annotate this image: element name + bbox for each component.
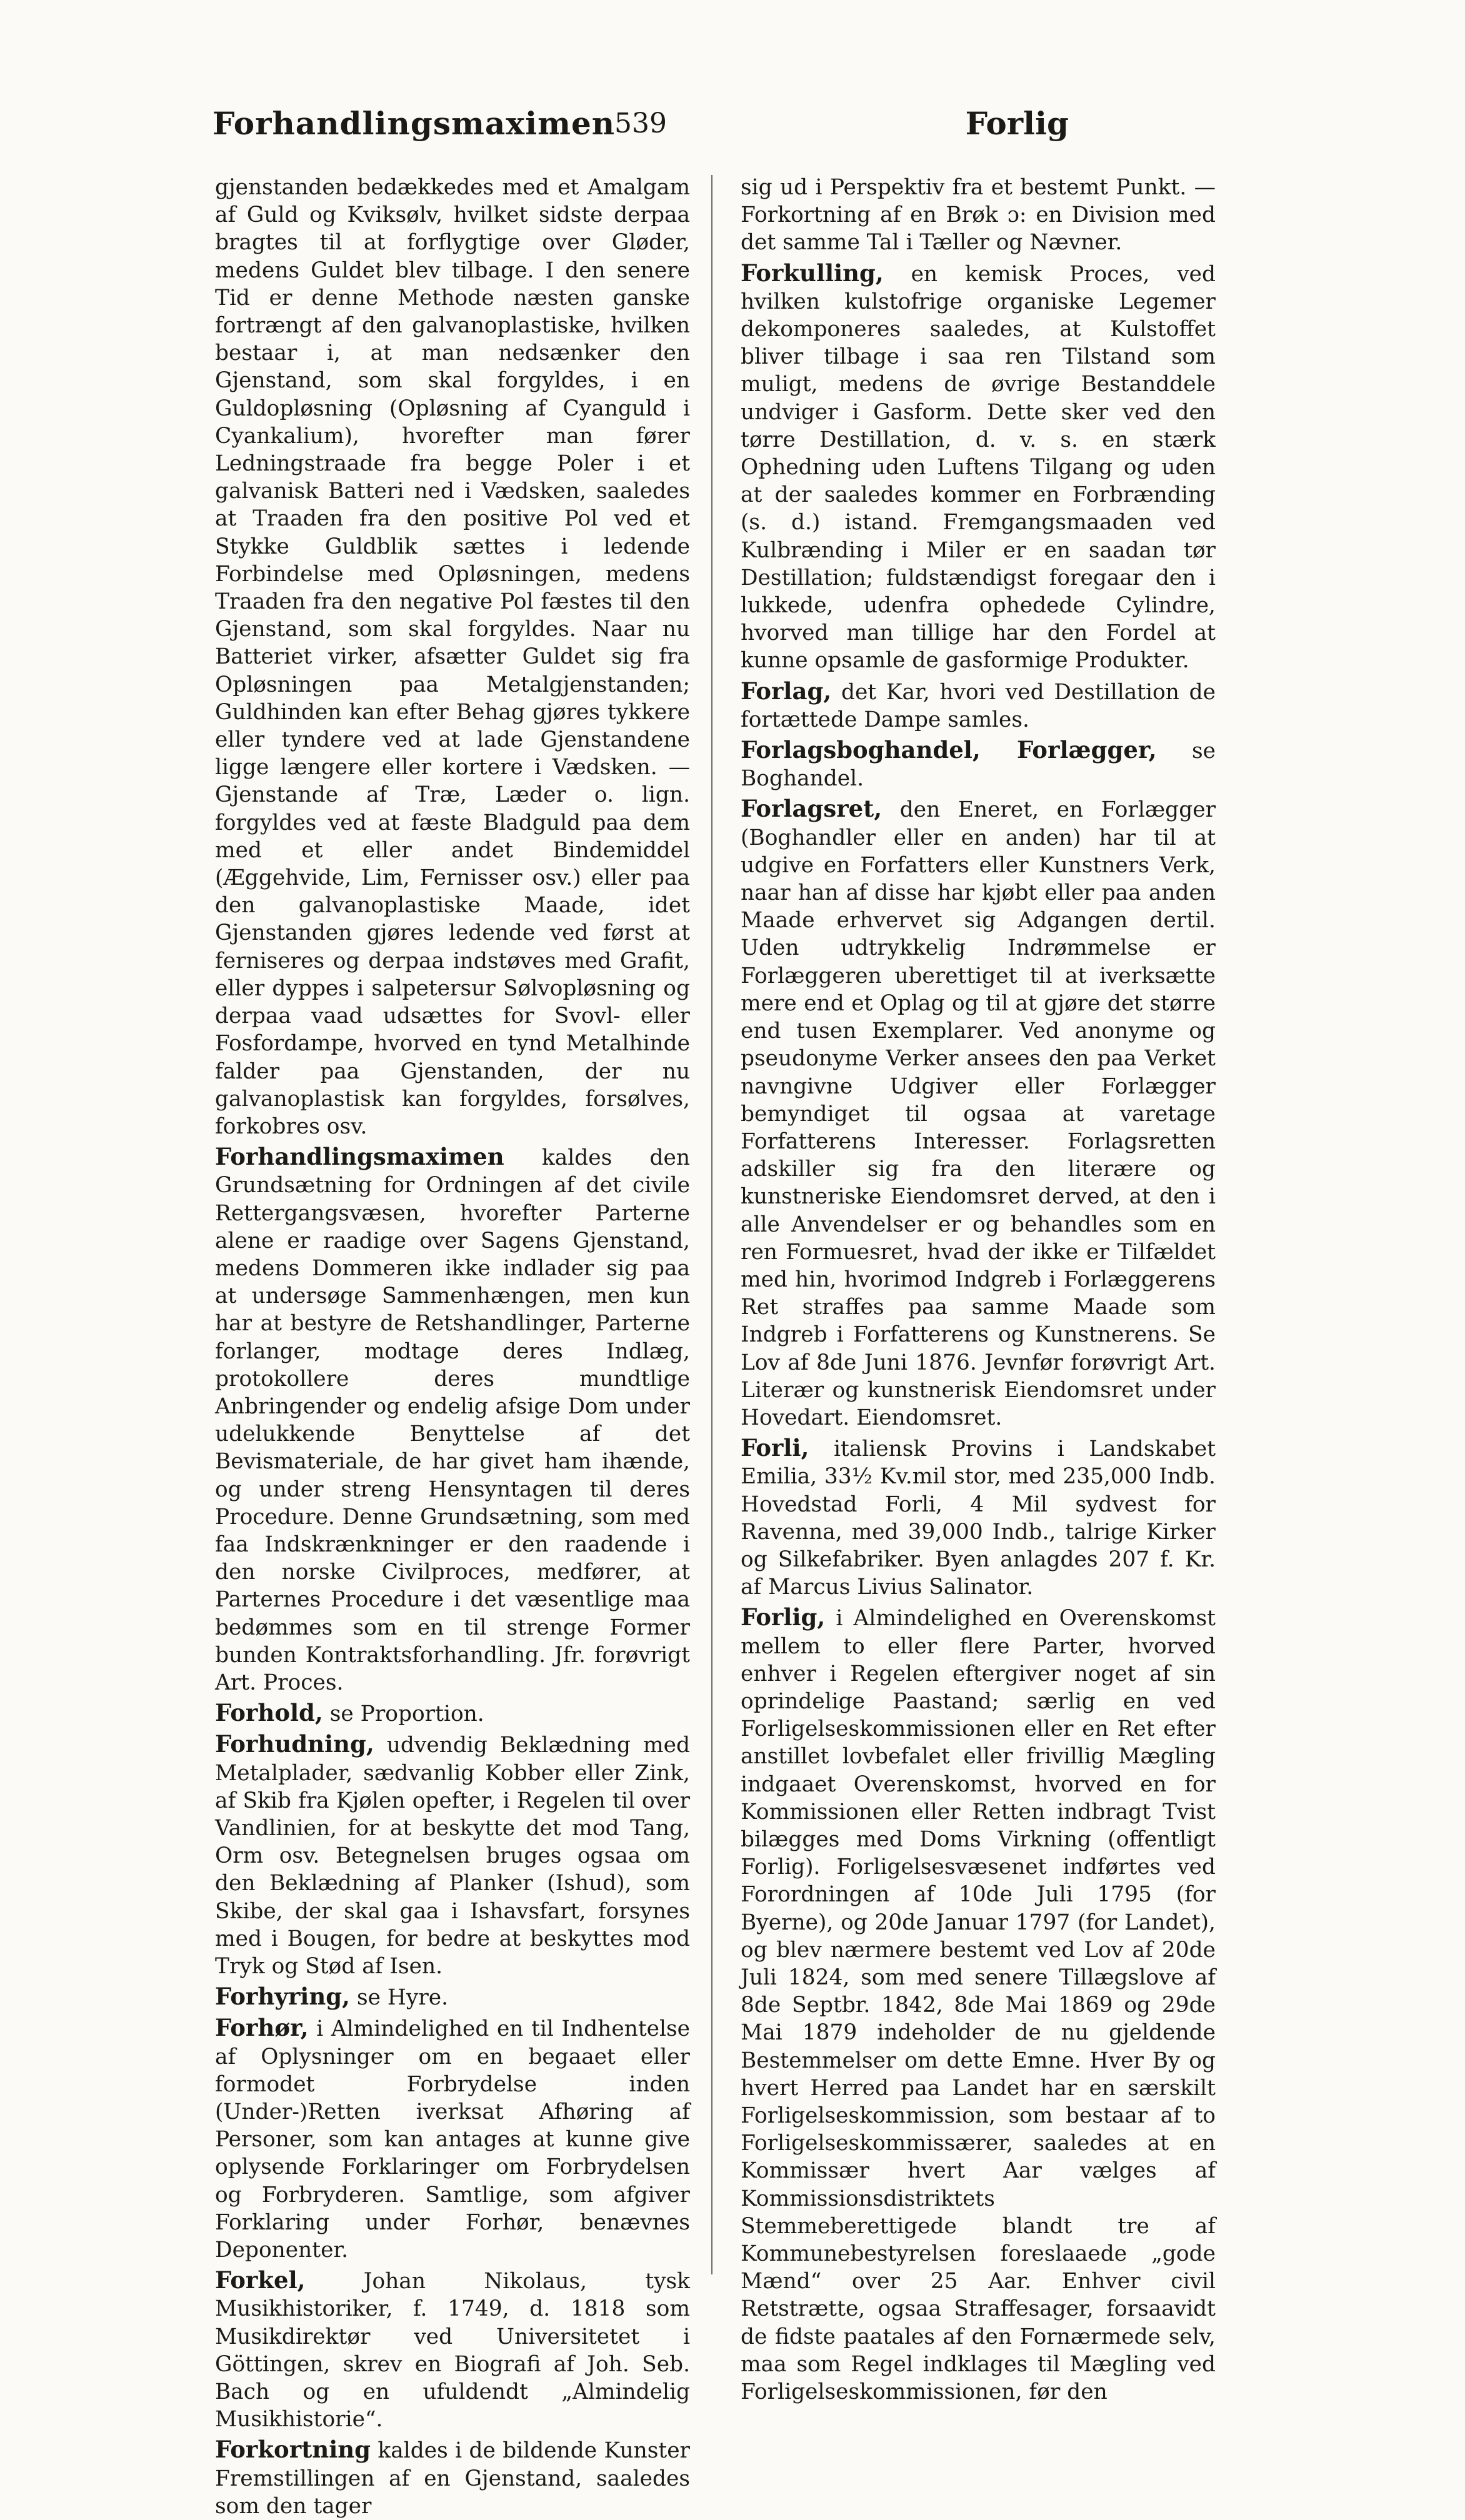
entry-text: se Proportion. [329,1701,484,1727]
entry [215,1730,690,1980]
entry-text: kaldes den Grundsætning for Ordningen af det civile Rettergangsvæsen, hvorefter Parterne alene er raadige over Sagens Gjenstand, medens Dommeren ikke indlader sig paa at undersøge Sammenhængen, men kun har at bestyre de Retshandlinger, Parterne forlanger, modtage deres Indlæg, protokollere deres mundtlige Anbringender og endelig afsige Dom under udelukkende Benyttelse af det Bevismateriale, de har givet ham ihænde, og under streng Hensyntagen til deres Procedure. Denne Grundsætning, som med faa Indskrænkninger er den raadende i den norske Civilproces, medfører, at Parternes Procedure i det væsentlige maa bedømmes som en til strenge Former bunden Kontraktsforhandling. Jfr. forøvrigt Art. Proces. [215,1145,691,1695]
entry [741,259,1216,675]
entry-term: Forlig, [741,1603,826,1631]
entry-text: Johan Nikolaus, tysk Musikhistoriker, f. 1749, d. 1818 som Musikdirektør ved Universitetet i Göttingen, skrev en Biografi af Joh. Seb. Bach og en ufuldendt „Almindelig Musikhistorie“. [215,2269,690,2433]
entry-text: i Almindelighed en til Indhentelse af Oplysninger om en begaaet eller formodet Forbrydelse inden (Under-)Retten iverksat Afhøring af Personer, som kan antages at kunne give oplysende Forklaringer om Forbrydelsen og Forbryderen. Samtlige, som afgiver Forklaring under Forhør, benævnes Deponenter. [215,2016,690,2263]
entry [741,795,1216,1432]
entry-text: i Almindelighed en Overenskomst mellem to eller flere Parter, hvorved enhver i Regelen eftergiver noget af sin oprindelige Paastand; særlig en ved Forligelseskommissionen eller en Ret efter anstillet lovbefalet eller frivillig Mægling indgaaet Overenskomst, hvorved en for Kommissionen eller Retten indbragt Tvist bilægges med Doms Virkning (offentligt Forlig). Forligelsesvæsenet indførtes ved Forordningen af 10de Juli 1795 (for Byerne), og 20de Januar 1797 (for Landet), og blev nærmere bestemt ved Lov af 20de Juli 1824, som med senere Tillægslove af 8de Septbr. 1842, 8de Mai 1869 og 29de Mai 1879 indeholder de nu gjeldende Bestemmelser om dette Emne. Hver By og hvert Herred paa Landet har en særskilt Forligelseskommission, som bestaar af to Forligelseskommissærer, saaledes at en Kommissær hvert Aar vælges af Kommissionsdistriktets Stemmeberettigede blandt tre af Kommunebestyrelsen foreslaaede „gode Mænd“ over 25 Aar. Enhver civil Retstrætte, ogsaa Straffesager, forsaavidt de fidste paatales af den Fornærmede selv, maa som Regel indklages til Mægling ved Forligelseskommissionen, før den [741,1606,1216,2405]
entry-term: Forlag, [741,677,832,705]
entry-text: en kemisk Proces, ved hvilken kulstofrige organiske Legemer dekomponeres saaledes, at Kulstoffet bliver tilbage i saa ren Tilstand som muligt, medens de øvrige Bestanddele undviger i Gasform. Dette sker ved den tørre Destillation, d. v. s. en stærk Ophedning uden Luftens Tilgang og uden at der saaledes kommer en Forbrænding (s. d.) istand. Fremgangsmaaden ved Kulbrænding i Miler er en saadan tør Destillation; fuldstændigst foregaar den i lukkede, udenfra ophedede Cylindre, hvorved man tillige har den Fordel at kunne opsamle de gasformige Produkter. [741,261,1216,674]
entry-term: Forhyring, [215,1983,351,2011]
entry-term: Forlagsboghandel, Forlægger, [741,736,1157,764]
entry-term: Forkel, [215,2266,306,2294]
entry-text: den Eneret, en Forlægger (Boghandler eller en anden) har til at udgive en Forfatters eller Kunstners Verk, naar han af disse har kjøbt eller paa anden Maade erhvervet sig Adgangen dertil. Uden udtrykkelig Indrømmelse er Forlæggeren uberettiget til at iverksætte mere end et Oplag og til at gjøre det større end tusen Exemplarer. Ved anonyme og pseudonyme Verker ansees den paa Verket navngivne Udgiver eller Forlægger bemyndiget til ogsaa at varetage Forfatterens Interesser. Forlagsretten adskiller sig fra den literære og kunstneriske Eiendomsret derved, at den i alle Anvendelser er og behandles som en ren Formuesret, hvad der ikke er Tilfældet med hin, hvorimod Indgreb i Forlæggerens Ret straffes paa samme Maade som Indgreb i Forfatterens og Kunstnerens. Se Lov af 8de Juni 1876. Jevnfør forøvrigt Art. Literær og kunstnerisk Eiendomsret under Hovedart. Eiendomsret. [741,797,1216,1430]
page-number: 539 [614,107,667,139]
entry-term: Forhudning, [215,1730,374,1758]
entry [741,736,1216,792]
entry [741,1434,1216,1601]
entry-text: det Kar, hvori ved Destillation de fortættede Dampe samles. [741,679,1216,732]
left-column [215,174,691,2519]
header-right-catchword: Forlig [965,105,1069,142]
entry-term: Forhold, [215,1699,323,1727]
page-header [212,105,1069,149]
entry [215,1699,690,1728]
entry-text: gjenstanden bedækkedes med et Amalgam af Guld og Kviksølv, hvilket sidste derpaa bragtes til at forflygtige over Gløder, medens Guldet blev tilbage. I den senere Tid er denne Methode næsten ganske fortrængt af den galvanoplastiske, hvilken bestaar i, at man nedsænker den Gjenstand, som skal forgyldes, i en Guldopløsning (Opløsning af Cyanguld i Cyankalium), hvorefter man fører Ledningstraade fra begge Poler i et galvanisk Batteri ned i Vædsken, saaledes at Traaden fra den positive Pol ved et Stykke Guldblik sættes i ledende Forbindelse med Opløsningen, medens Traaden fra den negative Pol fæstes til den Gjenstand, som skal forgyldes. Naar nu Batteriet virker, afsætter Guldet sig fra Opløsningen paa Metalgjenstanden; Guldhinden kan efter Behag gjøres tykkere eller tyndere ved at lade Gjenstandene ligge længere eller kortere i Vædsken. — Gjenstande af Træ, Læder o. lign. forgyldes ved at fæste Bladguld paa dem med et eller andet Bindemiddel (Æggehvide, Lim, Fernisser osv.) eller paa den galvanoplastiske Maade, idet Gjenstanden gjøres ledende ved først at ferniseres og derpaa indstøves med Grafit, eller dyppes i salpetersur Sølvopløsning og derpaa vaad udsættes for Svovl- eller Fosfordampe, hvorved en tynd Metalhinde falder paa Gjenstanden, der nu galvanoplastisk kan forgyldes, forsølves, forkobres osv. [215,175,690,1139]
entry-text: se Boghandel. [741,739,1216,792]
right-column [741,174,1216,2405]
column-divider [711,175,712,2274]
entry [741,174,1216,257]
entry-text: udvendig Beklædning med Metalplader, sædvanlig Kobber eller Zink, af Skib fra Kjølen opefter, i Regelen til over Vandlinien, for at beskytte det mod Tang, Orm osv. Betegnelsen bruges ogsaa om den Beklædning af Planker (Ishud), som Skibe, der skal gaa i Ishavsfart, forsynes med i Bougen, for bedre at beskyttes mod Tryk og Stød af Isen. [215,1733,690,1979]
entry-term: Forkulling, [741,259,884,287]
entry-text: italiensk Provins i Landskabet Emilia, 33½ Kv.mil stor, med 235,000 Indb. Hovedstad Forli, 4 Mil sydvest for Ravenna, med 39,000 Indb., talrige Kirker og Silkefabriker. Byen anlagdes 207 f. Kr. af Marcus Livius Salinator. [741,1437,1216,1600]
entry [215,174,690,1140]
entry-text: kaldes i de bildende Kunster Fremstillingen af en Gjenstand, saaledes som den tager [215,2438,691,2519]
entry [215,2014,690,2264]
entry-term: Forkortning [215,2436,371,2464]
entry [215,1983,690,2011]
entry-term: Forlagsret, [741,795,882,823]
entry [215,2436,690,2520]
entry-text: sig ud i Perspektiv fra et bestemt Punkt. — Forkortning af en Brøk ɔ: en Division med det samme Tal i Tæller og Nævner. [741,175,1216,256]
entry-term: Forli, [741,1434,809,1462]
header-left-catchword: Forhandlingsmaximen [212,105,616,142]
entry [741,677,1216,734]
entry-term: Forhandlingsmaximen [215,1143,504,1171]
entry [215,1143,690,1696]
entry-text: se Hyre. [356,1985,449,2011]
entry [741,1603,1216,2406]
entry-term: Forhør, [215,2014,309,2042]
entry [215,2266,690,2433]
